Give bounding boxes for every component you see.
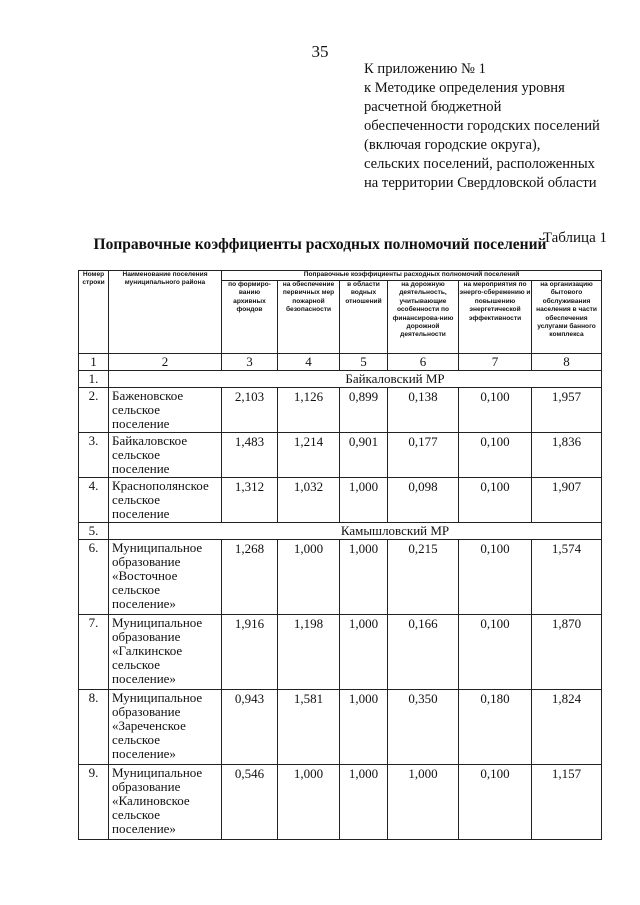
column-number: 5 [340, 354, 388, 371]
column-number: 8 [532, 354, 602, 371]
settlement-name: Муниципальное образование «Галкинское сельское поселение» [109, 615, 222, 690]
settlement-name: Муниципальное образование «Калиновское сельское поселение» [109, 765, 222, 840]
coefficient-value: 1,000 [340, 540, 388, 615]
coefficient-value: 1,214 [278, 433, 340, 478]
coefficient-value: 1,870 [532, 615, 602, 690]
row-index: 6. [79, 540, 109, 615]
settlement-name: Байкаловское сельское поселение [109, 433, 222, 478]
header-column: на дорожную деятельность, учитывающие особенности по финансирова-нию дорожной деятельности [388, 281, 459, 354]
coefficient-value: 1,581 [278, 690, 340, 765]
page-number: 35 [311, 42, 329, 61]
row-index: 8. [79, 690, 109, 765]
column-number: 3 [222, 354, 278, 371]
coefficient-value: 1,157 [532, 765, 602, 840]
appendix-line: сельских поселений, расположенных [364, 156, 595, 172]
table-row [79, 478, 602, 523]
table-row [79, 388, 602, 433]
coefficient-value: 1,000 [340, 615, 388, 690]
coefficient-value: 0,100 [459, 765, 532, 840]
header-column: по формиро-ванию архивных фондов [222, 281, 278, 354]
column-number: 2 [109, 354, 222, 371]
table-row [79, 433, 602, 478]
header-row-number: Номер строки [79, 271, 109, 354]
column-number-row [79, 354, 602, 371]
column-number: 4 [278, 354, 340, 371]
coefficient-value: 0,100 [459, 540, 532, 615]
coefficient-value: 1,574 [532, 540, 602, 615]
header-column: в области водных отношений [340, 281, 388, 354]
region-row [79, 523, 602, 540]
coefficient-value: 0,166 [388, 615, 459, 690]
table-row [79, 690, 602, 765]
row-index: 1. [79, 371, 109, 388]
coefficient-value: 0,100 [459, 388, 532, 433]
appendix-line: обеспеченности городских поселений [364, 118, 600, 134]
coefficient-value: 0,098 [388, 478, 459, 523]
settlement-name: Муниципальное образование «Зареченское сельское поселение» [109, 690, 222, 765]
column-number: 6 [388, 354, 459, 371]
row-index: 4. [79, 478, 109, 523]
coefficient-value: 1,907 [532, 478, 602, 523]
coefficient-value: 0,100 [459, 478, 532, 523]
coefficients-table [78, 270, 602, 840]
coefficient-value: 0,215 [388, 540, 459, 615]
appendix-line: к Методике определения уровня [364, 80, 565, 96]
settlement-name: Муниципальное образование «Восточное сельское поселение» [109, 540, 222, 615]
coefficient-value: 1,198 [278, 615, 340, 690]
coefficient-value: 0,177 [388, 433, 459, 478]
header-coefficients-group: Поправочные коэффициенты расходных полномочий поселений [222, 271, 602, 281]
coefficient-value: 0,943 [222, 690, 278, 765]
coefficient-value: 1,824 [532, 690, 602, 765]
header-column: на организацию бытового обслуживания населения в части обеспечения услугами банного комплекса [532, 281, 602, 354]
region-name: Байкаловский МР [109, 371, 602, 388]
coefficient-value: 1,268 [222, 540, 278, 615]
column-number: 1 [79, 354, 109, 371]
settlement-name: Баженовское сельское поселение [109, 388, 222, 433]
coefficient-value: 0,901 [340, 433, 388, 478]
coefficient-value: 1,836 [532, 433, 602, 478]
coefficient-value: 1,000 [278, 765, 340, 840]
region-name: Камышловский МР [109, 523, 602, 540]
coefficient-value: 0,100 [459, 615, 532, 690]
row-index: 3. [79, 433, 109, 478]
coefficient-value: 1,957 [532, 388, 602, 433]
coefficient-value: 0,180 [459, 690, 532, 765]
row-index: 2. [79, 388, 109, 433]
table-row [79, 540, 602, 615]
column-number: 7 [459, 354, 532, 371]
table-label: Таблица 1 [542, 230, 607, 246]
settlement-name: Краснополянское сельское поселение [109, 478, 222, 523]
coefficient-value: 1,312 [222, 478, 278, 523]
row-index: 5. [79, 523, 109, 540]
header-column: на обеспечение первичных мер пожарной безопасности [278, 281, 340, 354]
table-row [79, 765, 602, 840]
coefficient-value: 0,100 [459, 433, 532, 478]
appendix-line: расчетной бюджетной [364, 99, 502, 115]
coefficient-value: 1,032 [278, 478, 340, 523]
header-settlement-name: Наименование поселения муниципального района [109, 271, 222, 354]
row-index: 7. [79, 615, 109, 690]
coefficient-value: 0,138 [388, 388, 459, 433]
header-column: на мероприятия по энерго-сбережению и повышению энергетической эффективности [459, 281, 532, 354]
coefficient-value: 0,350 [388, 690, 459, 765]
coefficient-value: 1,000 [340, 478, 388, 523]
coefficient-value: 0,899 [340, 388, 388, 433]
coefficient-value: 0,546 [222, 765, 278, 840]
appendix-line: на территории Свердловской области [364, 175, 597, 191]
coefficient-value: 1,000 [340, 765, 388, 840]
document-title: Поправочные коэффициенты расходных полномочий поселений [93, 236, 547, 253]
appendix-line: К приложению № 1 [364, 61, 486, 77]
appendix-reference [364, 60, 634, 193]
coefficient-value: 1,000 [278, 540, 340, 615]
coefficient-value: 1,483 [222, 433, 278, 478]
coefficient-value: 1,000 [340, 690, 388, 765]
region-row [79, 371, 602, 388]
appendix-line: (включая городские округа), [364, 137, 541, 153]
coefficient-value: 2,103 [222, 388, 278, 433]
coefficient-value: 1,000 [388, 765, 459, 840]
row-index: 9. [79, 765, 109, 840]
coefficient-value: 1,126 [278, 388, 340, 433]
coefficient-value: 1,916 [222, 615, 278, 690]
table-row [79, 615, 602, 690]
